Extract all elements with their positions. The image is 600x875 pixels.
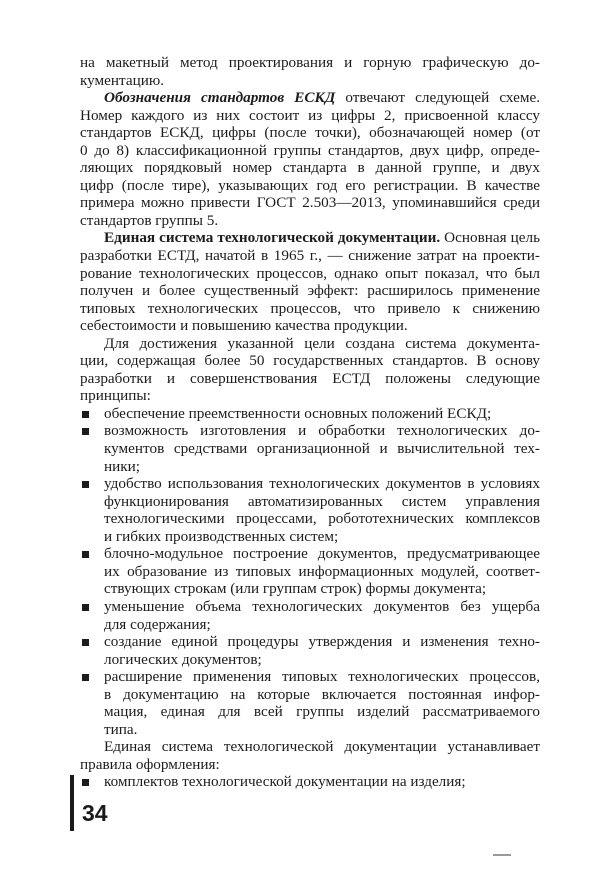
page-number-bar bbox=[70, 775, 74, 831]
text-line: цифр (после тире), указывающих год его регистрации. В качестве bbox=[80, 176, 540, 194]
text-line: ники; bbox=[104, 457, 140, 475]
text-line: получен и более существенный эффект: расширилось применение bbox=[80, 282, 540, 300]
list-item bbox=[80, 545, 540, 598]
paragraph-estd bbox=[80, 229, 540, 334]
bullet-icon bbox=[82, 411, 89, 418]
paragraph-intro bbox=[80, 54, 540, 89]
list-item bbox=[80, 475, 540, 545]
bullet-icon bbox=[82, 551, 89, 558]
paragraph-eskd-designations bbox=[80, 89, 540, 229]
text-line: логических документов; bbox=[104, 650, 262, 668]
text-line: стандартов группы 5. bbox=[80, 211, 219, 229]
text-line: создание единой процедуры утверждения и изменения техно- bbox=[104, 633, 540, 651]
text-line: для содержания; bbox=[104, 615, 211, 633]
text-line: 0 до 8) классификационной группы стандартов, двух цифр, опреде- bbox=[80, 141, 540, 159]
text-line: стандартов ЕСКД, цифры (после точки), обозначающей номер (от bbox=[80, 124, 540, 142]
text-line: ствующих строкам (или группам строк) формы документа; bbox=[104, 580, 487, 598]
text-line: на макетный метод проектирования и горную графическую до- bbox=[80, 54, 540, 71]
text-line: кументацию. bbox=[80, 71, 164, 89]
text-line: принципы: bbox=[80, 387, 151, 405]
bullet-icon bbox=[82, 481, 89, 488]
text-line: Основная цель bbox=[440, 229, 540, 247]
paragraph-principles bbox=[80, 335, 540, 405]
principles-list bbox=[80, 405, 540, 738]
text-line: расширение применения типовых технологических процессов, bbox=[104, 668, 540, 686]
list-item bbox=[80, 422, 540, 475]
list-item bbox=[80, 773, 540, 791]
text-line: кументов средствами организационной и вычислительной тех- bbox=[104, 440, 540, 458]
eskd-heading: Обозначения стандартов ЕСКД bbox=[104, 89, 336, 107]
text-line: Единая система технологической документации устанавливает bbox=[104, 738, 540, 756]
paragraph-rules bbox=[80, 738, 540, 773]
text-line: и гибких производственных систем; bbox=[104, 527, 339, 545]
text-line: обеспечение преемственности основных положений ЕСКД; bbox=[104, 404, 492, 422]
text-line: мация, единая для всей группы изделий рассматриваемого bbox=[104, 703, 540, 721]
text-line: ции, содержащая более 50 государственных стандартов. В основу bbox=[80, 352, 540, 370]
text-line: комплектов технологической документации на изделия; bbox=[104, 773, 466, 791]
text-line: в документацию на которые включается постоянная инфор- bbox=[104, 685, 540, 703]
text-line: примера можно привести ГОСТ 2.503—2013, упоминавшийся среди bbox=[80, 194, 540, 212]
text-line: рование технологических процессов, однако опыт показал, что был bbox=[80, 264, 540, 282]
text-line: возможность изготовления и обработки технологических до- bbox=[104, 422, 540, 440]
list-item bbox=[80, 668, 540, 738]
text-line: разработки и совершенствования ЕСТД положены следующие bbox=[80, 369, 540, 387]
rules-list bbox=[80, 773, 540, 791]
text-line: их образование из типовых информационных модулей, соответ- bbox=[104, 562, 540, 580]
text-line: типа. bbox=[104, 720, 138, 738]
text-line: Номер каждого из них состоит из цифры 2, присвоенной классу bbox=[80, 106, 540, 124]
page-number: 34 bbox=[82, 800, 108, 826]
text-line: себестоимости и повышению качества продукции. bbox=[80, 317, 408, 335]
list-item bbox=[80, 633, 540, 668]
list-item bbox=[80, 405, 540, 423]
bullet-icon bbox=[82, 604, 89, 611]
text-line: Для достижения указанной цели создана система документа- bbox=[104, 334, 540, 352]
text-line: функционирования автоматизированных систем управления bbox=[104, 492, 540, 510]
text-line: блочно-модульное построение документов, предусматривающее bbox=[104, 545, 540, 563]
text-line: уменьшение объема технологических документов без ущерба bbox=[104, 597, 540, 615]
text-line: правила оформления: bbox=[80, 755, 220, 773]
text-line: разработки ЕСТД, начатой в 1965 г., — снижение затрат на проекти- bbox=[80, 247, 540, 265]
text-line: отвечают следующей схеме. bbox=[335, 89, 541, 107]
bullet-icon bbox=[82, 428, 89, 435]
estd-heading: Единая система технологической документации. bbox=[104, 229, 441, 247]
list-item bbox=[80, 598, 540, 633]
text-line: удобство использования технологических документов в условиях bbox=[104, 475, 540, 493]
bullet-icon bbox=[82, 639, 89, 646]
bullet-icon bbox=[82, 674, 89, 681]
text-line: типовых технологических процессов, что привело к снижению bbox=[80, 299, 540, 317]
scan-mark bbox=[493, 854, 511, 856]
text-line: ляющих порядковый номер стандарта в данной группе, и двух bbox=[80, 159, 540, 177]
bullet-icon bbox=[82, 779, 89, 786]
text-line: технологическими процессами, робототехнических комплексов bbox=[104, 510, 540, 528]
document-body bbox=[80, 54, 540, 791]
